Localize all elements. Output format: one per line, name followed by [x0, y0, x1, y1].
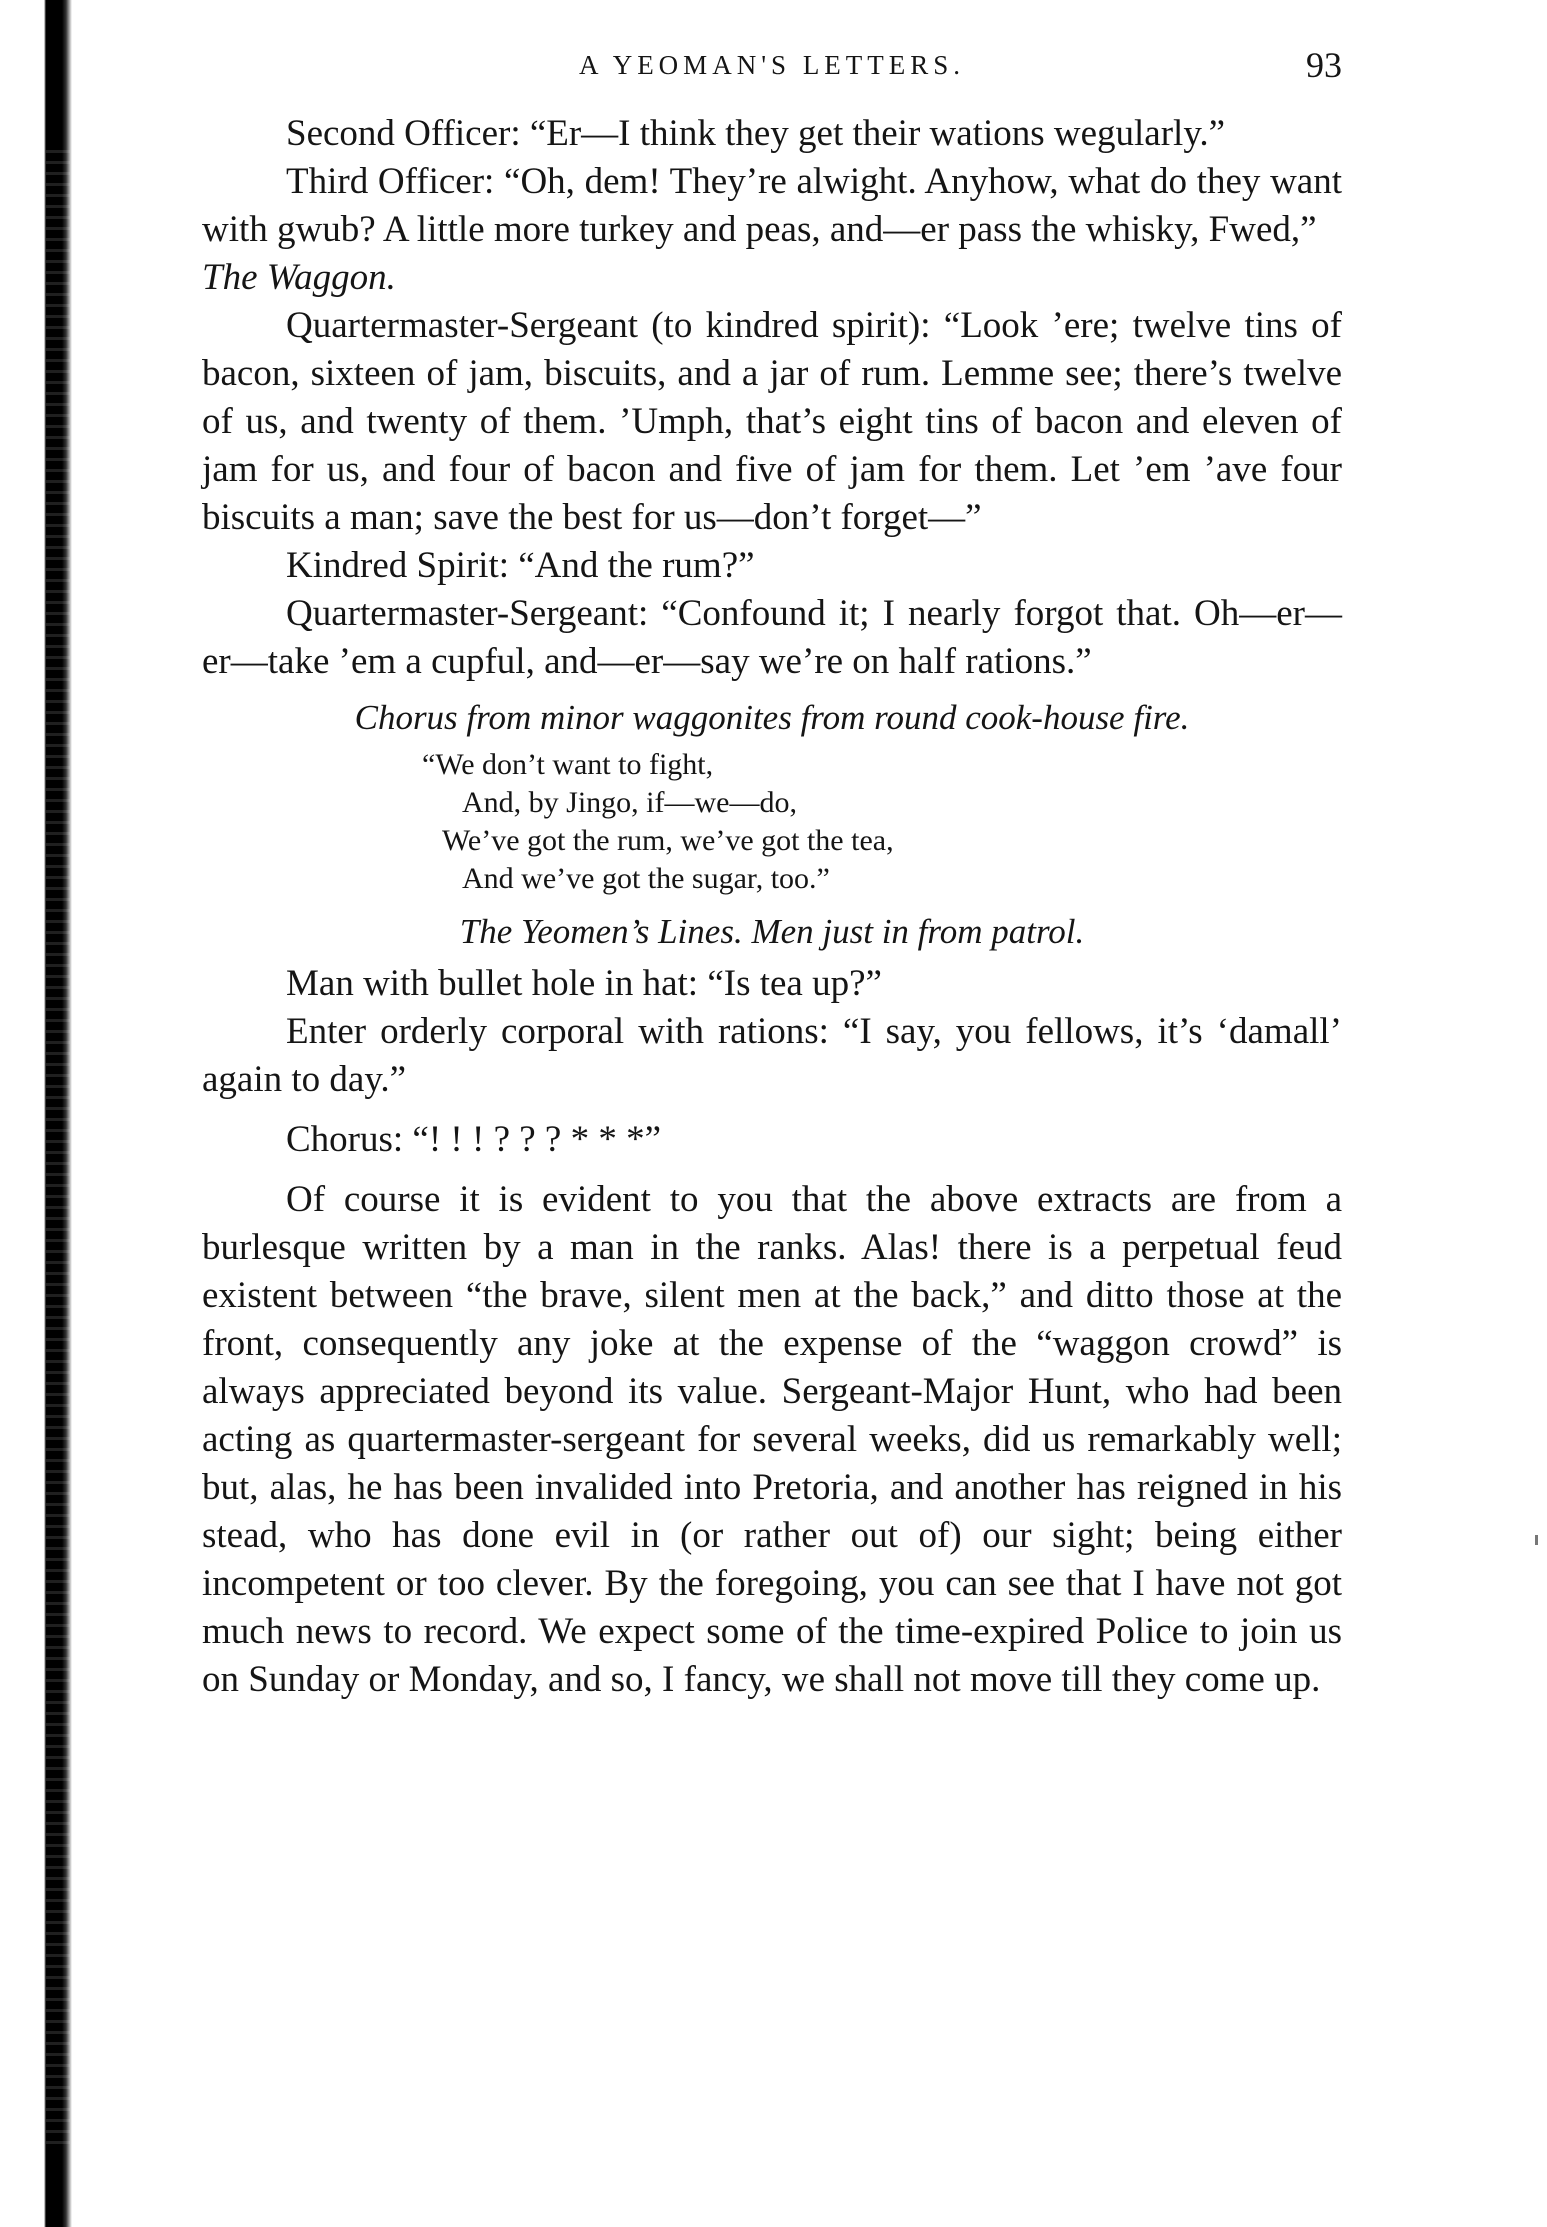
paragraph-third-officer: Third Officer: “Oh, dem! They’re alwight. Anyhow, what do they want with gwub? A little more turkey and peas, and—er pass the whisky, Fwed,”	[202, 161, 1342, 250]
scan-speck	[1535, 1535, 1538, 1545]
page-number: 93	[1306, 45, 1342, 85]
paragraph-closing: Of course it is evident to you that the above extracts are from a burlesque written by a man in the ranks. Alas! there is a perpetual feud existent between “the brave, silent men at the back,” and ditto those at the front, consequently any joke at the expense of the “waggon crowd” is always appreciated beyond its value. Sergeant-Major Hunt, who had been acting as quartermaster-sergeant for several weeks, did us remarkably well; but, alas, he has been invalided into Pretoria, and another has reigned in his stead, who has done evil in (or rather out of) our sight; being either incompetent or too clever. By the foregoing, you can see that I have not got much news to record. We expect some of the time-expired Police to join us on Sunday or Monday, and so, I fancy, we shall not move till they come up.	[202, 1179, 1342, 1700]
chorus-verse	[202, 746, 1342, 898]
paragraph-orderly-corporal: Enter orderly corporal with rations: “I say, you fellows, it’s ‘damall’ again to day.”	[202, 1011, 1342, 1100]
paragraph-quartermaster-reply: Quartermaster-Sergeant: “Confound it; I nearly forgot that. Oh—er—er—take ’em a cupful, and—er—say we’re on half rations.”	[202, 593, 1342, 682]
paragraph-second-officer: Second Officer: “Er—I think they get their wations wegularly.”	[286, 113, 1226, 154]
scene-heading-waggon: The Waggon.	[202, 257, 396, 298]
scene-heading-yeomen-lines: The Yeomen’s Lines. Men just in from patrol.	[459, 912, 1085, 951]
paragraph-chorus: Chorus: “! ! ! ? ? ? * * *”	[286, 1119, 662, 1160]
verse-line: “We don’t want to fight,	[422, 748, 714, 781]
spacer	[202, 1104, 1342, 1116]
paragraph-quartermaster: Quartermaster-Sergeant (to kindred spirit): “Look ’ere; twelve tins of bacon, sixteen of jam, biscuits, and a jar of rum. Lemme see; there’s twelve of us, and twenty of them. ’Umph, that’s eight tins of bacon and eleven of jam for us, and four of bacon and five of jam for them. Let ’em ’ave four biscuits a man; save the best for us—don’t forget—”	[202, 305, 1342, 538]
verse-line: We’ve got the rum, we’ve got the tea,	[442, 824, 894, 857]
verse-line: And, by Jingo, if—we—do,	[462, 786, 797, 819]
paragraph-bullet-hole: Man with bullet hole in hat: “Is tea up?”	[286, 963, 882, 1004]
running-head	[202, 40, 1342, 110]
book-page	[202, 40, 1342, 1704]
chorus-heading: Chorus from minor waggonites from round cook-house fire.	[354, 698, 1190, 737]
paragraph-kindred-spirit: Kindred Spirit: “And the rum?”	[286, 545, 755, 586]
verse-line: And we’ve got the sugar, too.”	[462, 862, 830, 895]
binding-texture	[46, 150, 70, 2150]
spacer	[202, 1164, 1342, 1176]
running-title: A YEOMAN'S LETTERS.	[578, 50, 966, 80]
